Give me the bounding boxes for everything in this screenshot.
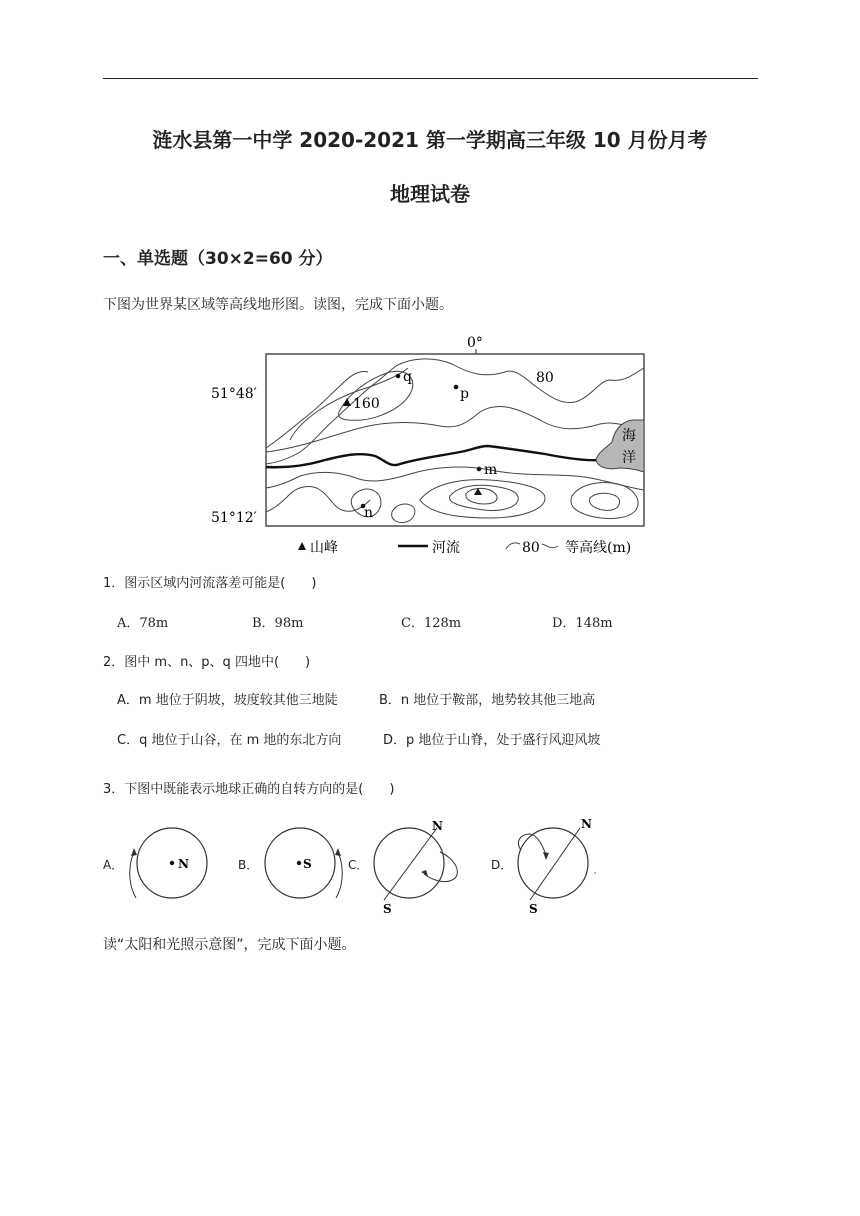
peak-160-label: 160	[353, 396, 380, 412]
diagram-d	[518, 817, 596, 916]
section-intro: 下图为世界某区域等高线地形图。读图，完成下面小题。	[103, 297, 453, 313]
q2-option-a[interactable]: A．m 地位于阴坡，坡度较其他三地陡	[117, 693, 338, 708]
point-n-label: n	[364, 505, 374, 521]
q3-option-a[interactable]: A．	[103, 858, 124, 872]
point-m-label: m	[484, 462, 498, 478]
diagram-b	[265, 828, 342, 898]
diagram-c-north: N	[432, 819, 443, 833]
sea-label-1: 海	[622, 428, 636, 444]
diagram-a-pole: N	[178, 857, 189, 871]
diagram-b-pole: S	[303, 857, 312, 871]
arrow-icon	[543, 852, 549, 860]
diagram-a	[130, 828, 207, 898]
arrow-icon	[335, 848, 341, 856]
legend-contour-label: 等高线(m)	[565, 540, 632, 556]
q2-option-c[interactable]: C．q 地位于山谷，在 m 地的东北方向	[117, 733, 342, 748]
q1-option-d[interactable]: D．148m	[552, 616, 613, 631]
contour-80-label: 80	[536, 370, 554, 386]
point-p-label: p	[460, 386, 469, 402]
q1-option-b[interactable]: B．98m	[252, 616, 304, 631]
q3-option-c[interactable]: C．	[348, 858, 369, 872]
q2-option-b[interactable]: B．n 地位于鞍部，地势较其他三地高	[379, 693, 596, 708]
sea-label-2: 洋	[622, 450, 636, 466]
legend-contour-value: 80	[522, 540, 540, 556]
lat-bottom-label: 51°12′	[211, 510, 257, 526]
section-heading: 一、单选题（30×2=60 分）	[103, 249, 333, 269]
legend-peak-label: 山峰	[310, 540, 338, 556]
question-1-stem: 1．图示区域内河流落差可能是( )	[103, 576, 317, 591]
q3-option-b[interactable]: B．	[238, 858, 259, 872]
lat-top-label: 51°48′	[211, 386, 257, 402]
legend-river-label: 河流	[432, 540, 460, 556]
arrow-icon	[131, 848, 137, 856]
diagram-c	[374, 819, 457, 916]
diagram-c-south: S	[383, 902, 392, 916]
q1-option-c[interactable]: C．128m	[401, 616, 462, 631]
point-q-label: q	[403, 369, 412, 385]
exam-title-line1: 涟水县第一中学 2020-2021 第一学期高三年级 10 月份月考	[152, 128, 708, 152]
q3-option-d[interactable]: D．	[491, 858, 513, 872]
question-2-stem: 2．图中 m、n、p、q 四地中( )	[103, 655, 311, 670]
q1-option-a[interactable]: A．78m	[117, 616, 169, 631]
exam-title-line2: 地理试卷	[390, 182, 470, 206]
diagram-d-south: S	[529, 902, 538, 916]
question-3-stem: 3．下图中既能表示地球正确的自转方向的是( )	[103, 782, 395, 797]
arrow-icon	[421, 870, 428, 876]
section-2-intro: 读“太阳和光照示意图”，完成下面小题。	[103, 937, 356, 953]
q2-option-d[interactable]: D．p 地位于山脊，处于盛行风迎风坡	[383, 733, 601, 748]
diagram-d-north: N	[581, 817, 592, 831]
lon-label: 0°	[467, 335, 483, 351]
